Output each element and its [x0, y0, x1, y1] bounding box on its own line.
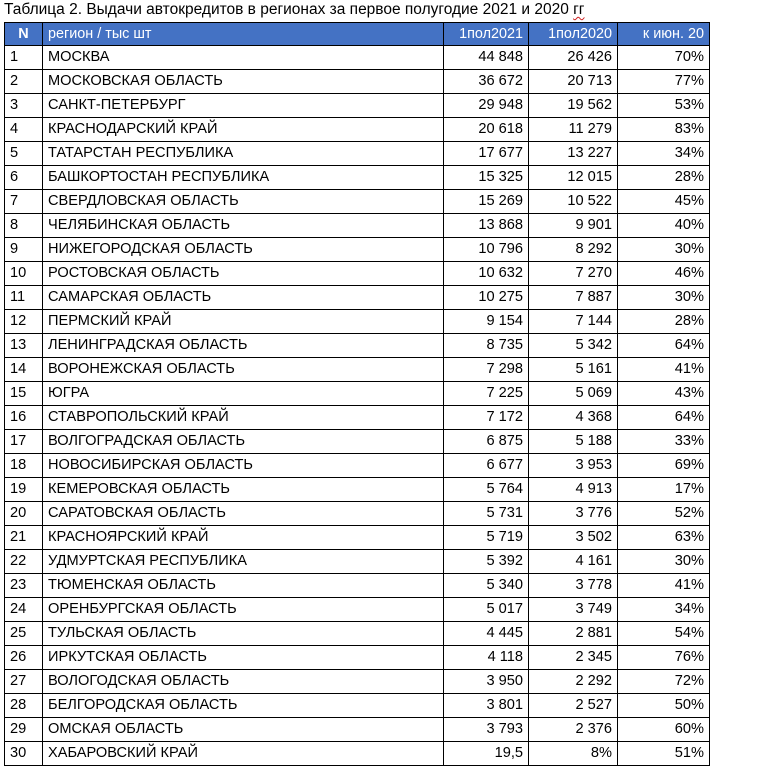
- table-row: [5, 454, 710, 478]
- region-name: ВОРОНЕЖСКАЯ ОБЛАСТЬ: [43, 358, 444, 382]
- region-name: СВЕРДЛОВСКАЯ ОБЛАСТЬ: [43, 190, 444, 214]
- value-h1-2020: 5 161: [529, 358, 618, 382]
- row-number: 27: [5, 670, 43, 694]
- value-vs-jun20: 34%: [618, 598, 710, 622]
- table-row: [5, 430, 710, 454]
- region-name: ВОЛОГОДСКАЯ ОБЛАСТЬ: [43, 670, 444, 694]
- table-row: [5, 406, 710, 430]
- table-header: [5, 23, 710, 46]
- row-number: 26: [5, 646, 43, 670]
- row-number: 13: [5, 334, 43, 358]
- value-h1-2020: 11 279: [529, 118, 618, 142]
- value-h1-2020: 9 901: [529, 214, 618, 238]
- row-number: 15: [5, 382, 43, 406]
- table-row: [5, 214, 710, 238]
- table-row: [5, 286, 710, 310]
- value-vs-jun20: 34%: [618, 142, 710, 166]
- row-number: 6: [5, 166, 43, 190]
- value-vs-jun20: 30%: [618, 238, 710, 262]
- value-vs-jun20: 64%: [618, 406, 710, 430]
- caption-text: Таблица 2. Выдачи автокредитов в регионах за первое полугодие 2021 и 2020: [4, 1, 569, 18]
- value-h1-2020: 7 887: [529, 286, 618, 310]
- header-h1-2020: 1пол2020: [529, 23, 618, 46]
- value-vs-jun20: 51%: [618, 742, 710, 766]
- region-name: ЮГРА: [43, 382, 444, 406]
- table-row: [5, 670, 710, 694]
- value-h1-2020: 5 069: [529, 382, 618, 406]
- value-vs-jun20: 60%: [618, 718, 710, 742]
- row-number: 23: [5, 574, 43, 598]
- value-h1-2021: 19,5: [444, 742, 529, 766]
- value-vs-jun20: 64%: [618, 334, 710, 358]
- region-name: КРАСНОЯРСКИЙ КРАЙ: [43, 526, 444, 550]
- table-row: [5, 142, 710, 166]
- value-h1-2021: 8 735: [444, 334, 529, 358]
- row-number: 10: [5, 262, 43, 286]
- value-vs-jun20: 28%: [618, 166, 710, 190]
- row-number: 22: [5, 550, 43, 574]
- value-h1-2021: 29 948: [444, 94, 529, 118]
- table-row: [5, 478, 710, 502]
- table-row: [5, 334, 710, 358]
- value-h1-2021: 5 764: [444, 478, 529, 502]
- value-h1-2020: 3 749: [529, 598, 618, 622]
- value-h1-2020: 2 292: [529, 670, 618, 694]
- table-body: [5, 46, 710, 766]
- row-number: 11: [5, 286, 43, 310]
- value-h1-2021: 3 793: [444, 718, 529, 742]
- table-row: [5, 358, 710, 382]
- header-number: N: [5, 23, 43, 46]
- value-vs-jun20: 53%: [618, 94, 710, 118]
- value-h1-2021: 6 875: [444, 430, 529, 454]
- row-number: 12: [5, 310, 43, 334]
- row-number: 30: [5, 742, 43, 766]
- value-h1-2021: 15 325: [444, 166, 529, 190]
- value-h1-2020: 2 881: [529, 622, 618, 646]
- value-vs-jun20: 52%: [618, 502, 710, 526]
- value-h1-2020: 3 776: [529, 502, 618, 526]
- value-h1-2020: 5 342: [529, 334, 618, 358]
- row-number: 17: [5, 430, 43, 454]
- value-vs-jun20: 63%: [618, 526, 710, 550]
- value-h1-2020: 13 227: [529, 142, 618, 166]
- value-h1-2021: 13 868: [444, 214, 529, 238]
- table-row: [5, 190, 710, 214]
- row-number: 5: [5, 142, 43, 166]
- value-vs-jun20: 83%: [618, 118, 710, 142]
- table-row: [5, 694, 710, 718]
- table-row: [5, 622, 710, 646]
- table-row: [5, 742, 710, 766]
- region-name: МОСКВА: [43, 46, 444, 70]
- value-h1-2020: 12 015: [529, 166, 618, 190]
- region-name: САНКТ-ПЕТЕРБУРГ: [43, 94, 444, 118]
- table-row: [5, 718, 710, 742]
- region-name: РОСТОВСКАЯ ОБЛАСТЬ: [43, 262, 444, 286]
- region-name: КЕМЕРОВСКАЯ ОБЛАСТЬ: [43, 478, 444, 502]
- value-vs-jun20: 54%: [618, 622, 710, 646]
- table-row: [5, 94, 710, 118]
- value-h1-2020: 2 376: [529, 718, 618, 742]
- row-number: 16: [5, 406, 43, 430]
- header-h1-2021: 1пол2021: [444, 23, 529, 46]
- region-name: САМАРСКАЯ ОБЛАСТЬ: [43, 286, 444, 310]
- row-number: 1: [5, 46, 43, 70]
- region-name: ХАБАРОВСКИЙ КРАЙ: [43, 742, 444, 766]
- value-h1-2021: 5 017: [444, 598, 529, 622]
- value-h1-2021: 6 677: [444, 454, 529, 478]
- header-row: [5, 23, 710, 46]
- region-name: ОМСКАЯ ОБЛАСТЬ: [43, 718, 444, 742]
- value-vs-jun20: 50%: [618, 694, 710, 718]
- region-name: ЛЕНИНГРАДСКАЯ ОБЛАСТЬ: [43, 334, 444, 358]
- value-vs-jun20: 70%: [618, 46, 710, 70]
- value-h1-2020: 8%: [529, 742, 618, 766]
- row-number: 18: [5, 454, 43, 478]
- table-row: [5, 46, 710, 70]
- value-h1-2020: 3 778: [529, 574, 618, 598]
- region-name: МОСКОВСКАЯ ОБЛАСТЬ: [43, 70, 444, 94]
- caption-spellcheck-word: гг: [573, 1, 585, 18]
- row-number: 20: [5, 502, 43, 526]
- value-h1-2020: 7 270: [529, 262, 618, 286]
- value-h1-2021: 7 225: [444, 382, 529, 406]
- value-h1-2021: 5 392: [444, 550, 529, 574]
- value-h1-2021: 3 801: [444, 694, 529, 718]
- value-h1-2020: 2 345: [529, 646, 618, 670]
- table-row: [5, 550, 710, 574]
- region-name: ОРЕНБУРГСКАЯ ОБЛАСТЬ: [43, 598, 444, 622]
- value-vs-jun20: 33%: [618, 430, 710, 454]
- table-row: [5, 382, 710, 406]
- value-vs-jun20: 76%: [618, 646, 710, 670]
- value-vs-jun20: 30%: [618, 550, 710, 574]
- value-vs-jun20: 45%: [618, 190, 710, 214]
- row-number: 24: [5, 598, 43, 622]
- table-row: [5, 118, 710, 142]
- value-h1-2020: 4 368: [529, 406, 618, 430]
- region-name: ПЕРМСКИЙ КРАЙ: [43, 310, 444, 334]
- row-number: 14: [5, 358, 43, 382]
- row-number: 21: [5, 526, 43, 550]
- value-vs-jun20: 17%: [618, 478, 710, 502]
- row-number: 28: [5, 694, 43, 718]
- region-name: ЧЕЛЯБИНСКАЯ ОБЛАСТЬ: [43, 214, 444, 238]
- table-row: [5, 310, 710, 334]
- region-name: СТАВРОПОЛЬСКИЙ КРАЙ: [43, 406, 444, 430]
- value-h1-2021: 44 848: [444, 46, 529, 70]
- row-number: 29: [5, 718, 43, 742]
- value-h1-2021: 7 298: [444, 358, 529, 382]
- value-h1-2020: 3 502: [529, 526, 618, 550]
- table-row: [5, 598, 710, 622]
- value-h1-2021: 4 118: [444, 646, 529, 670]
- value-vs-jun20: 40%: [618, 214, 710, 238]
- value-vs-jun20: 72%: [618, 670, 710, 694]
- region-name: ТЮМЕНСКАЯ ОБЛАСТЬ: [43, 574, 444, 598]
- region-name: ИРКУТСКАЯ ОБЛАСТЬ: [43, 646, 444, 670]
- value-h1-2020: 26 426: [529, 46, 618, 70]
- table-row: [5, 238, 710, 262]
- value-h1-2020: 8 292: [529, 238, 618, 262]
- value-vs-jun20: 46%: [618, 262, 710, 286]
- value-vs-jun20: 41%: [618, 358, 710, 382]
- value-h1-2020: 10 522: [529, 190, 618, 214]
- value-vs-jun20: 77%: [618, 70, 710, 94]
- value-h1-2021: 5 340: [444, 574, 529, 598]
- header-vs-jun20: к июн. 20: [618, 23, 710, 46]
- value-vs-jun20: 69%: [618, 454, 710, 478]
- region-name: НОВОСИБИРСКАЯ ОБЛАСТЬ: [43, 454, 444, 478]
- value-h1-2020: 2 527: [529, 694, 618, 718]
- value-h1-2020: 19 562: [529, 94, 618, 118]
- region-name: БЕЛГОРОДСКАЯ ОБЛАСТЬ: [43, 694, 444, 718]
- value-h1-2021: 9 154: [444, 310, 529, 334]
- header-region: регион / тыс шт: [43, 23, 444, 46]
- value-h1-2021: 4 445: [444, 622, 529, 646]
- value-h1-2021: 36 672: [444, 70, 529, 94]
- region-name: ВОЛГОГРАДСКАЯ ОБЛАСТЬ: [43, 430, 444, 454]
- row-number: 19: [5, 478, 43, 502]
- value-vs-jun20: 28%: [618, 310, 710, 334]
- table-row: [5, 502, 710, 526]
- row-number: 25: [5, 622, 43, 646]
- value-h1-2021: 15 269: [444, 190, 529, 214]
- table-row: [5, 526, 710, 550]
- row-number: 4: [5, 118, 43, 142]
- row-number: 8: [5, 214, 43, 238]
- regions-table: [4, 22, 710, 766]
- value-h1-2021: 10 632: [444, 262, 529, 286]
- table-caption: [4, 0, 584, 20]
- value-h1-2020: 5 188: [529, 430, 618, 454]
- region-name: УДМУРТСКАЯ РЕСПУБЛИКА: [43, 550, 444, 574]
- value-h1-2020: 20 713: [529, 70, 618, 94]
- value-h1-2020: 3 953: [529, 454, 618, 478]
- value-h1-2021: 20 618: [444, 118, 529, 142]
- region-name: ТУЛЬСКАЯ ОБЛАСТЬ: [43, 622, 444, 646]
- row-number: 7: [5, 190, 43, 214]
- region-name: САРАТОВСКАЯ ОБЛАСТЬ: [43, 502, 444, 526]
- value-h1-2021: 10 796: [444, 238, 529, 262]
- region-name: БАШКОРТОСТАН РЕСПУБЛИКА: [43, 166, 444, 190]
- value-vs-jun20: 30%: [618, 286, 710, 310]
- table-row: [5, 574, 710, 598]
- row-number: 2: [5, 70, 43, 94]
- value-h1-2021: 3 950: [444, 670, 529, 694]
- table-row: [5, 70, 710, 94]
- value-h1-2021: 5 719: [444, 526, 529, 550]
- value-h1-2021: 17 677: [444, 142, 529, 166]
- value-h1-2021: 7 172: [444, 406, 529, 430]
- value-h1-2021: 10 275: [444, 286, 529, 310]
- table-row: [5, 262, 710, 286]
- value-vs-jun20: 43%: [618, 382, 710, 406]
- region-name: КРАСНОДАРСКИЙ КРАЙ: [43, 118, 444, 142]
- row-number: 9: [5, 238, 43, 262]
- region-name: НИЖЕГОРОДСКАЯ ОБЛАСТЬ: [43, 238, 444, 262]
- region-name: ТАТАРСТАН РЕСПУБЛИКА: [43, 142, 444, 166]
- table-row: [5, 646, 710, 670]
- table-row: [5, 166, 710, 190]
- value-h1-2020: 4 913: [529, 478, 618, 502]
- value-h1-2021: 5 731: [444, 502, 529, 526]
- value-vs-jun20: 41%: [618, 574, 710, 598]
- value-h1-2020: 4 161: [529, 550, 618, 574]
- row-number: 3: [5, 94, 43, 118]
- value-h1-2020: 7 144: [529, 310, 618, 334]
